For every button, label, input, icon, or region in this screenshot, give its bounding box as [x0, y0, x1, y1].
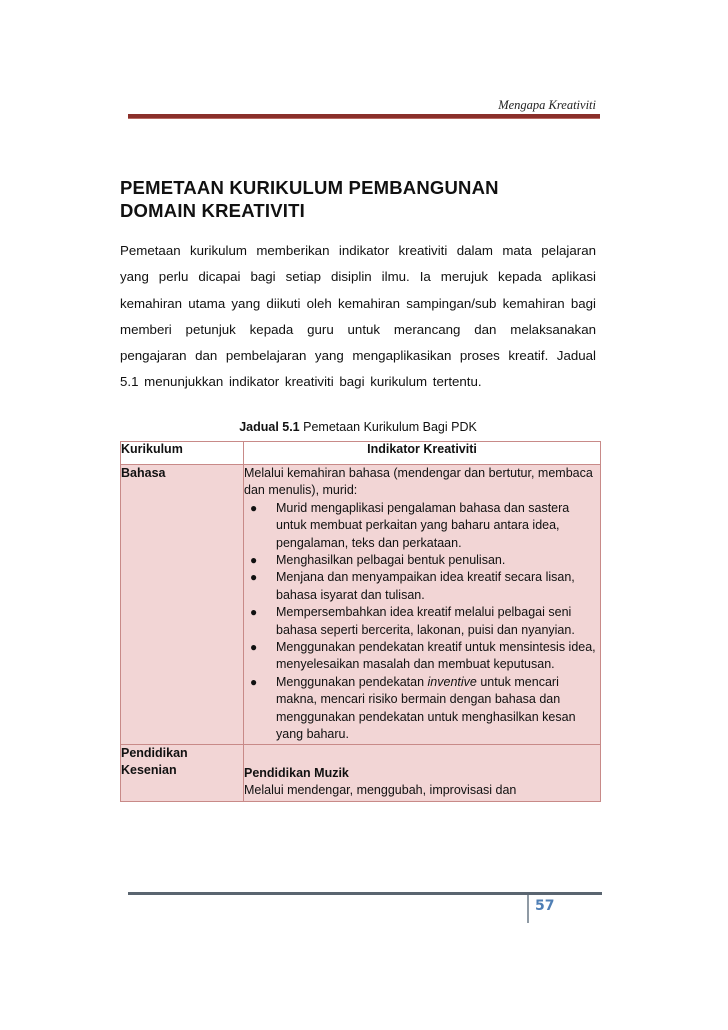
- indikator-text: Melalui mendengar, menggubah, improvisasi dan: [244, 782, 517, 797]
- header-kurikulum: Kurikulum: [121, 442, 244, 465]
- list-item: ● Menggunakan pendekatan kreatif untuk mensintesis idea, menyelesaikan masalah dan membuat keputusan.: [250, 640, 596, 672]
- bullet-icon: ●: [250, 570, 258, 585]
- header-rule: [128, 114, 600, 119]
- row-indikator-kesenian: [244, 744, 601, 802]
- list-item: ● Mempersembahkan idea kreatif melalui pelbagai seni bahasa seperti bercerita, lakonan, puisi dan nyanyian.: [250, 605, 575, 637]
- bullet-icon: ●: [250, 605, 258, 620]
- table-row: [121, 465, 601, 745]
- intro-paragraph: Pemetaan kurikulum memberikan indikator kreativiti dalam mata pelajaran yang perlu dicapai bagi setiap disiplin ilmu. Ia merujuk kepada aplikasi kemahiran utama yang diikuti oleh kemahiran sampingan/sub kemahiran bagi memberi petunjuk kepada guru untuk merancang dan melaksanakan pengajaran dan pembelajaran yang mengaplikasikan proses kreatif. Jadual 5.1 menunjukkan indikator kreativiti bagi kurikulum tertentu.: [120, 243, 596, 390]
- bullet-icon: ●: [250, 500, 258, 515]
- title-line-1: PEMETAAN KURIKULUM PEMBANGUNAN: [120, 177, 499, 198]
- title-line-2: DOMAIN KREATIVITI: [120, 200, 305, 221]
- list-item: ● Menghasilkan pelbagai bentuk penulisan.: [244, 552, 600, 569]
- list-item: ● Menggunakan pendekatan inventive untuk mencari makna, mencari risiko bermain dengan bahasa dan menggunakan pendekatan untuk menghasilkan kesan yang baharu.: [250, 674, 576, 742]
- running-header: Mengapa Kreativiti: [498, 98, 596, 112]
- section-title: [120, 176, 600, 222]
- curriculum-table: [120, 441, 601, 802]
- bullet-icon: ●: [250, 674, 258, 689]
- page-number: 57: [535, 898, 555, 914]
- table-row: [121, 744, 601, 802]
- table-header-row: [121, 442, 601, 465]
- caption-text: Pemetaan Kurikulum Bagi PDK: [299, 420, 477, 434]
- list-item: ● Menjana dan menyampaikan idea kreatif secara lisan, bahasa isyarat dan tulisan.: [250, 570, 575, 602]
- bullet-icon: ●: [250, 640, 258, 655]
- indikator-subheading: Pendidikan Muzik: [244, 765, 349, 780]
- table-caption: [120, 420, 596, 434]
- indikator-list: [244, 500, 600, 744]
- bullet-icon: ●: [250, 553, 258, 568]
- header-indikator: Indikator Kreativiti: [244, 442, 601, 465]
- caption-label: Jadual 5.1: [239, 420, 300, 434]
- row-kurikulum-kesenian: Pendidikan Kesenian: [121, 744, 244, 802]
- indikator-intro: Melalui kemahiran bahasa (mendengar dan bertutur, membaca dan menulis), murid:: [244, 466, 593, 498]
- list-item: ● Murid mengaplikasi pengalaman bahasa dan sastera untuk membuat perkaitan yang baharu antara idea, pengalaman, teks dan perkataan.: [250, 500, 570, 550]
- row-kurikulum-bahasa: Bahasa: [121, 465, 244, 745]
- page-number-divider: [527, 895, 529, 923]
- footer-rule: [128, 892, 602, 895]
- row-indikator-bahasa: [244, 465, 601, 745]
